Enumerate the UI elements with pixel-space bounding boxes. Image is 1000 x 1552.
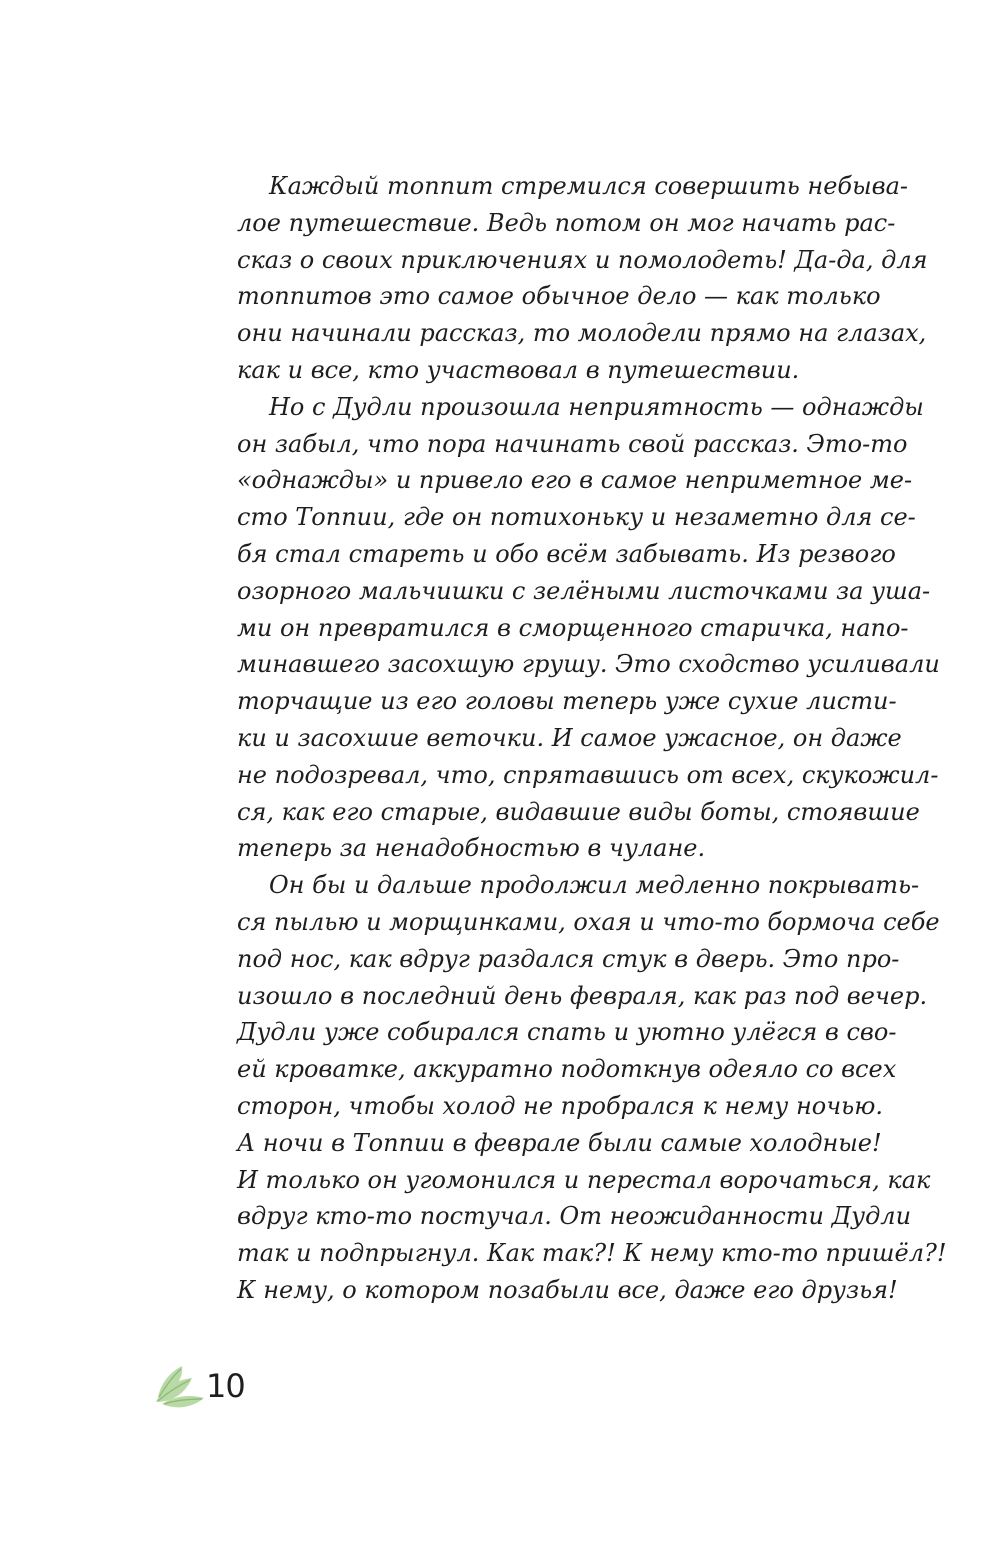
- text-line: Каждый топпит стремился совершить небыва-: [269, 172, 908, 200]
- text-line: он забыл, что пора начинать свой рассказ. Это-то: [237, 429, 908, 458]
- text-line: ся, как его старые, видавшие виды боты, стоявшие: [237, 797, 920, 826]
- text-line: ки и засохшие веточки. И самое ужасное, он даже: [237, 723, 902, 752]
- text-line: лое путешествие. Ведь потом он мог начать рас-: [237, 208, 896, 237]
- text-line: бя стал стареть и обо всём забывать. Из резвого: [237, 539, 896, 568]
- page-number: 10: [206, 1367, 245, 1405]
- text-line: К нему, о котором позабыли все, даже его друзья!: [237, 1275, 898, 1304]
- text-line: они начинали рассказ, то молодели прямо на глазах,: [237, 319, 927, 348]
- leaf-icon: [152, 1362, 206, 1410]
- body-text: [237, 168, 947, 1309]
- text-line: топпитов это самое обычное дело — как только: [237, 282, 881, 311]
- text-line: Дудли уже собирался спать и уютно улёгся в сво-: [237, 1018, 897, 1047]
- text-line: как и все, кто участвовал в путешествии.: [237, 355, 800, 384]
- text-line: И только он угомонился и перестал ворочаться, как: [237, 1165, 931, 1194]
- text-line: сторон, чтобы холод не пробрался к нему ночью.: [237, 1091, 883, 1120]
- text-line: вдруг кто-то постучал. От неожиданности Дудли: [237, 1202, 912, 1231]
- text-line: ся пылью и морщинками, охая и что-то бормоча себе: [237, 907, 940, 936]
- text-line: торчащие из его головы теперь уже сухие листи-: [237, 687, 897, 716]
- text-line: так и подпрыгнул. Как так?! К нему кто-то пришёл?!: [237, 1239, 947, 1268]
- text-line: Он бы и дальше продолжил медленно покрывать-: [269, 871, 920, 900]
- paragraph-1: [237, 168, 928, 389]
- text-line: ми он превратился в сморщенного старичка, напо-: [237, 613, 909, 642]
- text-line: Но с Дудли произошла неприятность — однажды: [269, 392, 924, 421]
- text-line: сто Топпии, где он потихоньку и незаметно для се-: [237, 503, 916, 532]
- paragraph-3: [237, 867, 947, 1309]
- text-line: «однажды» и привело его в самое неприметное ме-: [237, 466, 913, 495]
- text-line: ей кроватке, аккуратно подоткнув одеяло со всех: [237, 1055, 897, 1084]
- text-line: под нос, как вдруг раздался стук в дверь. Это про-: [237, 944, 900, 973]
- text-line: сказ о своих приключениях и помолодеть! Да-да, для: [237, 245, 928, 274]
- text-line: минавшего засохшую грушу. Это сходство усиливали: [237, 650, 940, 679]
- text-line: изошло в последний день февраля, как раз под вечер.: [237, 981, 928, 1010]
- page-footer: [152, 1356, 245, 1416]
- text-line: теперь за ненадобностью в чулане.: [237, 834, 706, 863]
- text-line: озорного мальчишки с зелёными листочками за уша-: [237, 576, 931, 605]
- text-line: не подозревал, что, спрятавшись от всех, скукожил-: [237, 760, 939, 789]
- text-line: А ночи в Топпии в феврале были самые холодные!: [237, 1128, 882, 1157]
- paragraph-2: [237, 389, 940, 867]
